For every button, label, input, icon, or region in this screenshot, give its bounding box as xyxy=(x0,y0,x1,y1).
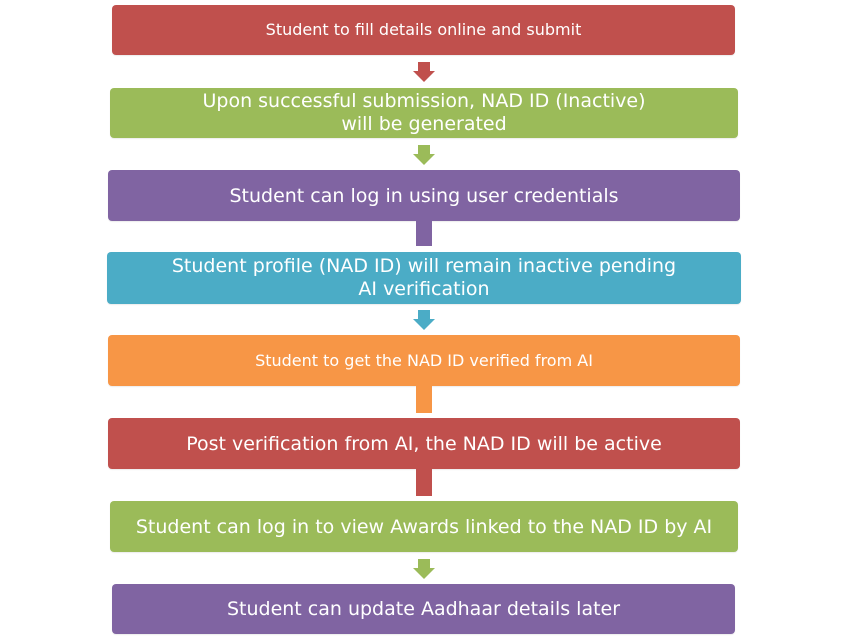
connector-4-arrow-icon xyxy=(413,310,435,330)
step-1-label: Student to fill details online and submit xyxy=(265,20,582,39)
arrow-head xyxy=(413,568,435,579)
arrow-shaft xyxy=(418,559,430,568)
connector-5-bar xyxy=(416,386,432,413)
arrow-head xyxy=(413,319,435,330)
connector-7-arrow-icon xyxy=(413,559,435,579)
step-1-fill-details-box xyxy=(112,5,735,55)
connector-2-arrow-icon xyxy=(413,145,435,165)
step-2-nad-id-generated-box xyxy=(110,88,738,138)
step-5-verify-box xyxy=(108,335,740,386)
connector-1-arrow-icon xyxy=(413,62,435,82)
step-7-label: Student can log in to view Awards linked to the NAD ID by AI xyxy=(135,515,713,538)
step-5-label: Student to get the NAD ID verified from AI xyxy=(255,350,593,370)
step-4-profile-inactive-box xyxy=(107,252,741,304)
connector-3-bar xyxy=(416,221,432,246)
step-3-log-in-box xyxy=(108,170,740,221)
step-3-label: Student can log in using user credentials xyxy=(229,184,619,207)
step-4-label: Student profile (NAD ID) will remain inactive pending AI verification xyxy=(171,255,677,300)
arrow-head xyxy=(413,71,435,82)
arrow-shaft xyxy=(418,310,430,319)
connector-6-bar xyxy=(416,469,432,496)
step-8-label: Student can update Aadhaar details later xyxy=(226,598,621,620)
step-6-active-box xyxy=(108,418,740,469)
step-2-label: Upon successful submission, NAD ID (Inactive) will be generated xyxy=(202,90,646,135)
step-8-update-aadhaar-box xyxy=(112,584,735,634)
arrow-shaft xyxy=(418,62,430,71)
step-7-view-awards-box xyxy=(110,501,738,552)
step-6-label: Post verification from AI, the NAD ID will be active xyxy=(186,432,662,455)
arrow-shaft xyxy=(418,145,430,154)
arrow-head xyxy=(413,154,435,165)
